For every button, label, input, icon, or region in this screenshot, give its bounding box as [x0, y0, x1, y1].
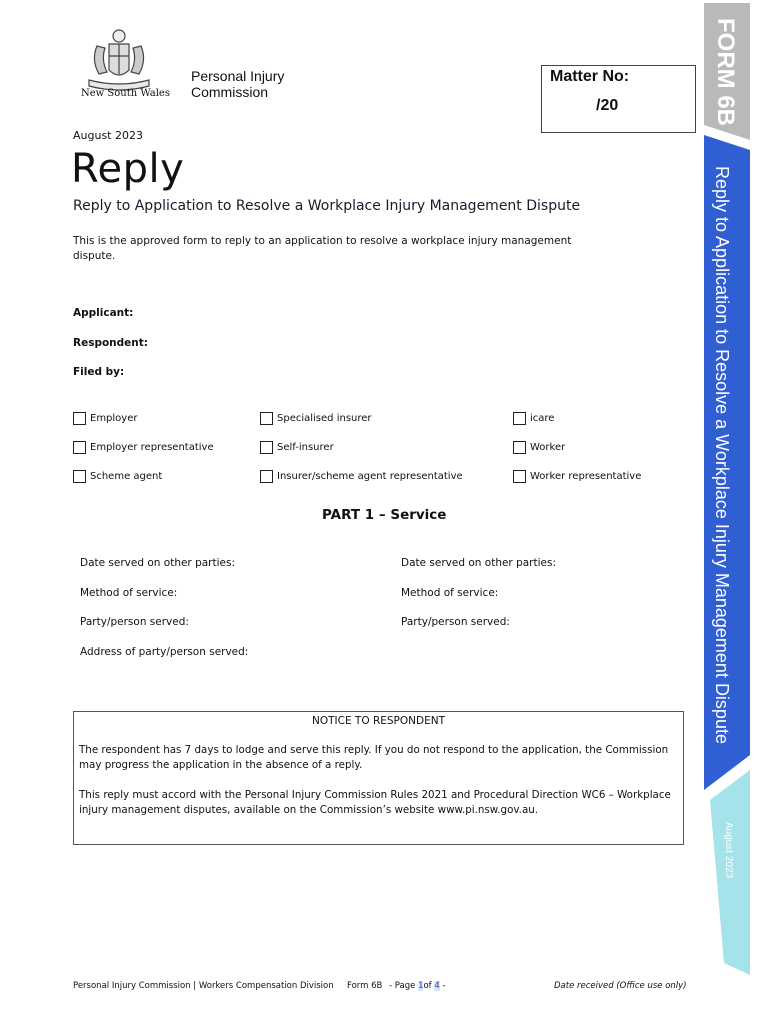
org-name-line2: Commission: [191, 84, 269, 100]
office-use-label: Date received (Office use only): [554, 981, 687, 991]
left-method-of-service-field[interactable]: Method of service:: [80, 587, 178, 599]
form-date: August 2023: [73, 129, 143, 142]
checkbox-icon[interactable]: [260, 412, 273, 425]
notice-paragraph-1: The respondent has 7 days to lodge and serve this reply. If you do not respond to the application, the Commission may progress the application in the absence of a reply.: [79, 744, 669, 771]
checkbox-scheme-agent[interactable]: Scheme agent: [73, 470, 162, 483]
footer-org: Personal Injury Commission | Workers Compensation Division: [73, 981, 334, 991]
checkbox-specialised-insurer[interactable]: Specialised insurer: [260, 412, 372, 425]
footer-form: Form 6B: [347, 981, 383, 991]
respondent-field[interactable]: Respondent:: [73, 337, 148, 349]
org-name-line1: Personal Injury: [191, 68, 285, 84]
checkbox-worker[interactable]: Worker: [513, 441, 565, 454]
checkbox-icon[interactable]: [73, 412, 86, 425]
form-title-vertical: Reply to Application to Resolve a Workplace Injury Management Dispute: [712, 166, 732, 744]
matter-number-box[interactable]: [541, 65, 696, 133]
left-party-served-field[interactable]: Party/person served:: [80, 616, 189, 628]
page-total[interactable]: 4: [434, 981, 440, 991]
checkbox-insurer-scheme-agent-representative[interactable]: Insurer/scheme agent representative: [260, 470, 463, 483]
checkbox-icon[interactable]: [260, 441, 273, 454]
checkbox-icon[interactable]: [513, 412, 526, 425]
notice-box: [73, 711, 684, 845]
right-date-served-field[interactable]: Date served on other parties:: [401, 557, 557, 569]
checkbox-icare[interactable]: icare: [513, 412, 554, 425]
notice-paragraph-2: This reply must accord with the Personal Injury Commission Rules 2021 and Procedural Direction WC6 – Workplace injury management disputes, available on the Commission’s website www.pi.nsw.gov.au.: [79, 789, 671, 816]
logo: [73, 22, 313, 110]
form-label: FORM 6B: [712, 18, 739, 126]
page-title: Reply: [71, 146, 185, 192]
state-label: New South Wales: [81, 88, 170, 99]
checkbox-icon[interactable]: [73, 441, 86, 454]
matter-label: Matter No:: [550, 68, 630, 85]
checkbox-self-insurer[interactable]: Self-insurer: [260, 441, 334, 454]
left-date-served-field[interactable]: Date served on other parties:: [80, 557, 236, 569]
checkbox-icon[interactable]: [513, 470, 526, 483]
page-subtitle: Reply to Application to Resolve a Workplace Injury Management Dispute: [73, 198, 581, 214]
matter-year: /20: [596, 97, 619, 114]
checkbox-icon[interactable]: [260, 470, 273, 483]
footer-page: - Page 1of 4 -: [389, 981, 446, 991]
checkbox-worker-representative[interactable]: Worker representative: [513, 470, 641, 483]
checkbox-icon[interactable]: [513, 441, 526, 454]
page-number[interactable]: 1: [418, 981, 424, 991]
notice-title: NOTICE TO RESPONDENT: [312, 715, 445, 727]
filed-by-field: Filed by:: [73, 366, 125, 378]
checkbox-employer[interactable]: Employer: [73, 412, 138, 425]
side-banner: [690, 0, 770, 1024]
intro-text: This is the approved form to reply to an application to resolve a workplace injury management dispute.: [73, 235, 572, 262]
applicant-field[interactable]: Applicant:: [73, 307, 134, 319]
right-party-served-field[interactable]: Party/person served:: [401, 616, 510, 628]
side-date: August 2023: [723, 822, 734, 879]
address-party-served-field[interactable]: Address of party/person served:: [80, 646, 249, 658]
checkbox-employer-representative[interactable]: Employer representative: [73, 441, 214, 454]
checkbox-icon[interactable]: [73, 470, 86, 483]
right-method-of-service-field[interactable]: Method of service:: [401, 587, 499, 599]
